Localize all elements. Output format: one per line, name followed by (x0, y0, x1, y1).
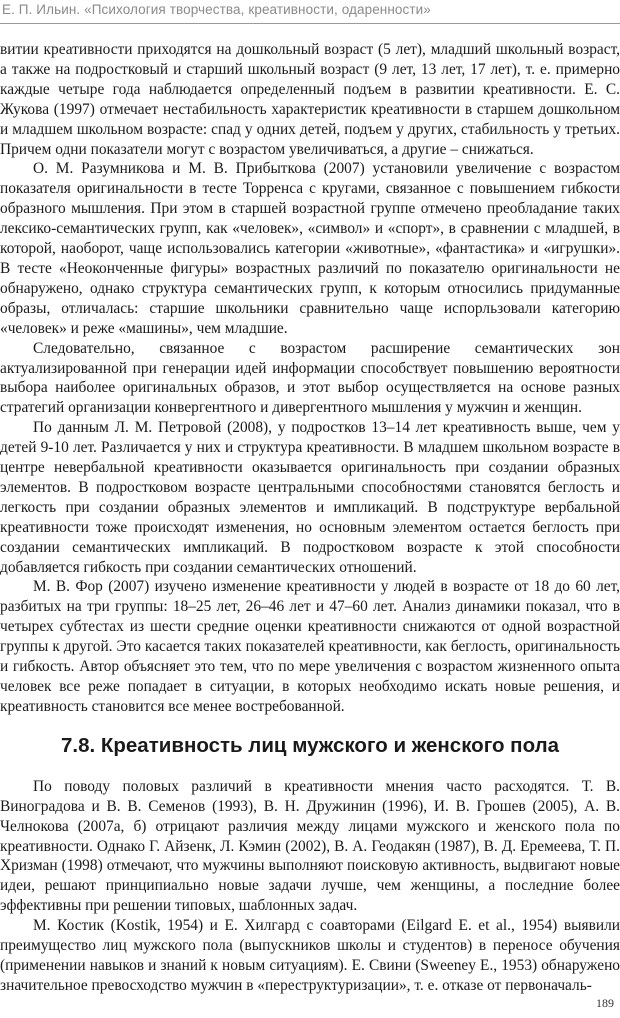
section-title: 7.8. Креативность лиц мужского и женского пола (60, 733, 560, 757)
paragraph: витии креативности приходятся на дошкольный возраст (5 лет), младший школьный возраст, а также на подростковый и старший школьный возраст (9 лет, 13 лет, 17 лет), т. е. примерно каждые четыре года наблюдается определенный подъем в развитии креативности. Е. С. Жукова (1997) отмечает нестабильность характеристик креативности в старшем дошкольном и младшем школьном возрасте: спад у одних детей, подъем у других, стабильность у третьих. Причем одни показатели могут с возрастом увеличиваться, а другие – снижаться. (0, 41, 620, 158)
paragraph: О. М. Разумникова и М. В. Прибыткова (2007) установили увеличение с возрастом показателя оригинальности в тесте Торренса с кругами, связанное с повышением гибкости образного мышления. При этом в старшей возрастной группе отмечено преобладание таких лексико-семантических групп, как «человек», «символ» и «спорт», в сравнении с младшей, в которой, наоборот, чаще использовались категории «животные», «фантастика» и «игрушки». В тесте «Неоконченные фигуры» возрастных различий по показателю оригинальности не обнаружено, однако структура семантических групп, к которым относились придуманные образы, отличалась: старшие школьники сравнительно чаще иcпорльзовали категорию «человек» и реже «машины», чем младшие. (0, 160, 620, 337)
paragraph: По поводу половых различий в креативности мнения часто расходятся. Т. В. Виноградова и В. В. Семенов (1993), В. Н. Дружинин (1996), И. В. Грошев (2005), А. В. Челнокова (2007а, б) отрицают различия между лицами мужского и женского пола по креативности. Однако Г. Айзенк, Л. Кэмин (2002), В. А. Геодакян (1987), В. Д. Еремеева, Т. П. Хризман (1998) отмечают, что мужчины выполняют поисковую активность, выдвигают новые идеи, решают принципиально новые задачи лучше, чем женщины, а последние более эффективны при решении типовых, шаблонных задач. (0, 777, 620, 915)
paragraph: Следовательно, связанное с возрастом расширение семантических зон актуализированной при генерации идей информации способствует повышению вероятности выбора наиболее оригинальных образов, и этот выбор осуществляется на основе разных стратегий организации конвергентного и дивергентного мышления у мужчин и женщин. (0, 339, 620, 417)
main-text (0, 40, 620, 996)
paragraphs-after (0, 777, 620, 996)
paragraph: М. Костик (Kostik, 1954) и Е. Хилгард с соавторами (Eilgard E. et al., 1954) выявили преимущество лиц мужского пола (выпускников школы и студентов) в переносе обучения (применении навыков и знаний к новым ситуациям). Е. Свини (Sweeney E., 1953) обнаружено значительное превосходство мужчин в «переструктуризации», т. е. отказе от первоначаль- (0, 917, 620, 994)
paragraph: М. В. Фор (2007) изучено изменение креативности у людей в возрасте от 18 до 60 лет, разбитых на три группы: 18–25 лет, 26–46 лет и 47–60 лет. Анализ динамики показал, что в четырех субтестах из шести средние оценки креативности снижаются от одной возрастной группы к другой. Это касается таких показателей креативности, как беглость, оригинальность и гибкость. Автор объясняет это тем, что по мере увеличения с возрастом жизненного опыта человек все реже попадает в ситуации, в которых необходимо искать новые решения, и креативность становится все менее востребованной. (0, 578, 620, 715)
running-head: Е. П. Ильин. «Психология творчества, креативности, одаренности» (2, 2, 431, 17)
paragraphs-before (0, 40, 620, 717)
page-number: 189 (596, 996, 614, 1010)
header-divider (0, 23, 620, 24)
paragraph: По данным Л. М. Петровой (2008), у подростков 13–14 лет креативность выше, чем у детей 9-10 лет. Различается у них и структура креативности. В младшем школьном возрасте в центре невербальной креативности оказывается оригинальность при создании образных элементов. В подростковом возрасте центральными способностями становятся беглость и легкость при создании образных элементов и импликаций. В подструктуре вербальной креативности тоже происходят изменения, но основным элементом остается беглость при создании семантических импликаций. В подростковом возрасте к этой способности добавляется гибкость при создании семантических отношений. (0, 419, 620, 576)
